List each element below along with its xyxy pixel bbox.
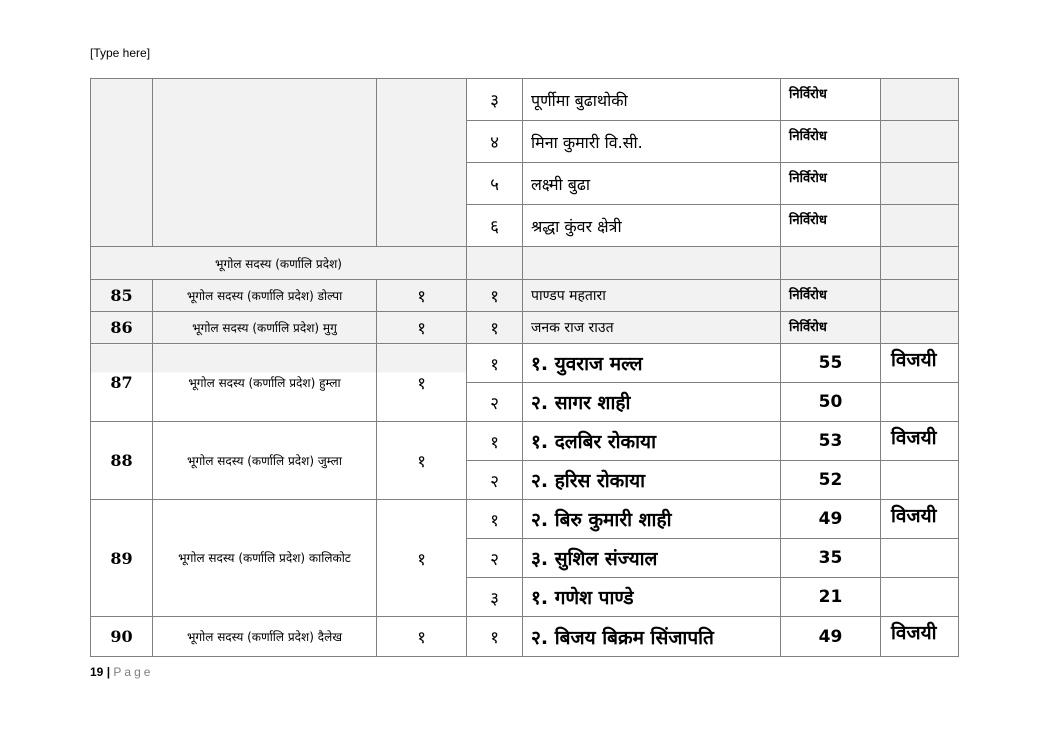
rank-cell: १ — [467, 344, 523, 383]
remark-cell-empty — [881, 121, 959, 163]
status-cell: निर्विरोध — [781, 79, 881, 121]
seats-count: १ — [377, 500, 467, 617]
winner-badge: विजयी — [881, 344, 959, 383]
remark-cell-empty — [881, 205, 959, 247]
serial-number: 87 — [91, 344, 153, 422]
votes-cell: 49 — [781, 617, 881, 657]
winner-badge: विजयी — [881, 617, 959, 657]
sn-cell-empty — [91, 79, 153, 247]
remark-cell — [881, 578, 959, 617]
rank-cell: ४ — [467, 121, 523, 163]
table-row — [91, 344, 959, 383]
rank-cell: १ — [467, 280, 523, 312]
empty-cell — [523, 247, 781, 280]
serial-number: 89 — [91, 500, 153, 617]
candidate-name: ३. सुशिल संज्याल — [523, 539, 781, 578]
rank-cell: २ — [467, 539, 523, 578]
rank-cell: २ — [467, 461, 523, 500]
candidate-name: पाण्डप महतारा — [523, 280, 781, 312]
page-footer — [90, 665, 153, 679]
results-table — [90, 78, 959, 657]
votes-cell: 49 — [781, 500, 881, 539]
candidate-name: २. बिरु कुमारी शाही — [523, 500, 781, 539]
footer-separator: | — [106, 665, 111, 679]
candidate-name: जनक राज राउत — [523, 312, 781, 344]
candidate-name: १. दलबिर रोकाया — [523, 422, 781, 461]
candidate-name: १. गणेश पाण्डे — [523, 578, 781, 617]
constituency: भूगोल सदस्य (कर्णालि प्रदेश) डोल्पा — [153, 280, 377, 312]
candidate-name: श्रद्धा कुंवर क्षेत्री — [523, 205, 781, 247]
rank-cell: १ — [467, 500, 523, 539]
seats-count: १ — [377, 617, 467, 657]
remark-cell-empty — [881, 312, 959, 344]
rank-cell: १ — [467, 312, 523, 344]
votes-cell: 55 — [781, 344, 881, 383]
group-header-row — [91, 247, 959, 280]
page-number: 19 — [90, 665, 104, 679]
group-header: भूगोल सदस्य (कर्णालि प्रदेश) — [91, 247, 467, 280]
status-cell: निर्विरोध — [781, 205, 881, 247]
status-cell: निर्विरोध — [781, 312, 881, 344]
candidate-name: लक्ष्मी बुढा — [523, 163, 781, 205]
seats-count: १ — [377, 344, 467, 422]
status-cell: निर्विरोध — [781, 163, 881, 205]
status-cell: निर्विरोध — [781, 121, 881, 163]
table-row — [91, 617, 959, 657]
seats-count: १ — [377, 280, 467, 312]
header-note: [Type here] — [90, 46, 151, 60]
winner-badge: विजयी — [881, 422, 959, 461]
serial-number: 86 — [91, 312, 153, 344]
status-cell: निर्विरोध — [781, 280, 881, 312]
seats-cell-empty — [377, 79, 467, 247]
rank-cell: १ — [467, 617, 523, 657]
candidate-name: मिना कुमारी वि.सी. — [523, 121, 781, 163]
candidate-name: पूर्णीमा बुढाथोकी — [523, 79, 781, 121]
seats-count: १ — [377, 422, 467, 500]
empty-cell — [467, 247, 523, 280]
remark-cell-empty — [881, 163, 959, 205]
rank-cell: ३ — [467, 578, 523, 617]
table-row — [91, 312, 959, 344]
table-row — [91, 79, 959, 121]
serial-number: 88 — [91, 422, 153, 500]
table-row — [91, 422, 959, 461]
page-word: Page — [113, 665, 154, 679]
table-row — [91, 500, 959, 539]
votes-cell: 35 — [781, 539, 881, 578]
table-row — [91, 280, 959, 312]
votes-cell: 21 — [781, 578, 881, 617]
remark-cell — [881, 383, 959, 422]
candidate-name: १. युवराज मल्ल — [523, 344, 781, 383]
votes-cell: 50 — [781, 383, 881, 422]
winner-badge: विजयी — [881, 500, 959, 539]
empty-cell — [781, 247, 881, 280]
constituency: भूगोल सदस्य (कर्णालि प्रदेश) दैलेख — [153, 617, 377, 657]
seats-count: १ — [377, 312, 467, 344]
serial-number: 85 — [91, 280, 153, 312]
empty-cell — [881, 247, 959, 280]
candidate-name: २. हरिस रोकाया — [523, 461, 781, 500]
candidate-name: २. बिजय बिक्रम सिंजापति — [523, 617, 781, 657]
rank-cell: ५ — [467, 163, 523, 205]
constituency-cell-empty — [153, 79, 377, 247]
remark-cell — [881, 461, 959, 500]
rank-cell: ६ — [467, 205, 523, 247]
serial-number: 90 — [91, 617, 153, 657]
votes-cell: 52 — [781, 461, 881, 500]
rank-cell: २ — [467, 383, 523, 422]
constituency: भूगोल सदस्य (कर्णालि प्रदेश) मुगु — [153, 312, 377, 344]
remark-cell-empty — [881, 280, 959, 312]
candidate-name: २. सागर शाही — [523, 383, 781, 422]
constituency: भूगोल सदस्य (कर्णालि प्रदेश) हुम्ला — [153, 344, 377, 422]
constituency: भूगोल सदस्य (कर्णालि प्रदेश) जुम्ला — [153, 422, 377, 500]
remark-cell — [881, 539, 959, 578]
constituency: भूगोल सदस्य (कर्णालि प्रदेश) कालिकोट — [153, 500, 377, 617]
votes-cell: 53 — [781, 422, 881, 461]
remark-cell-empty — [881, 79, 959, 121]
rank-cell: १ — [467, 422, 523, 461]
rank-cell: ३ — [467, 79, 523, 121]
